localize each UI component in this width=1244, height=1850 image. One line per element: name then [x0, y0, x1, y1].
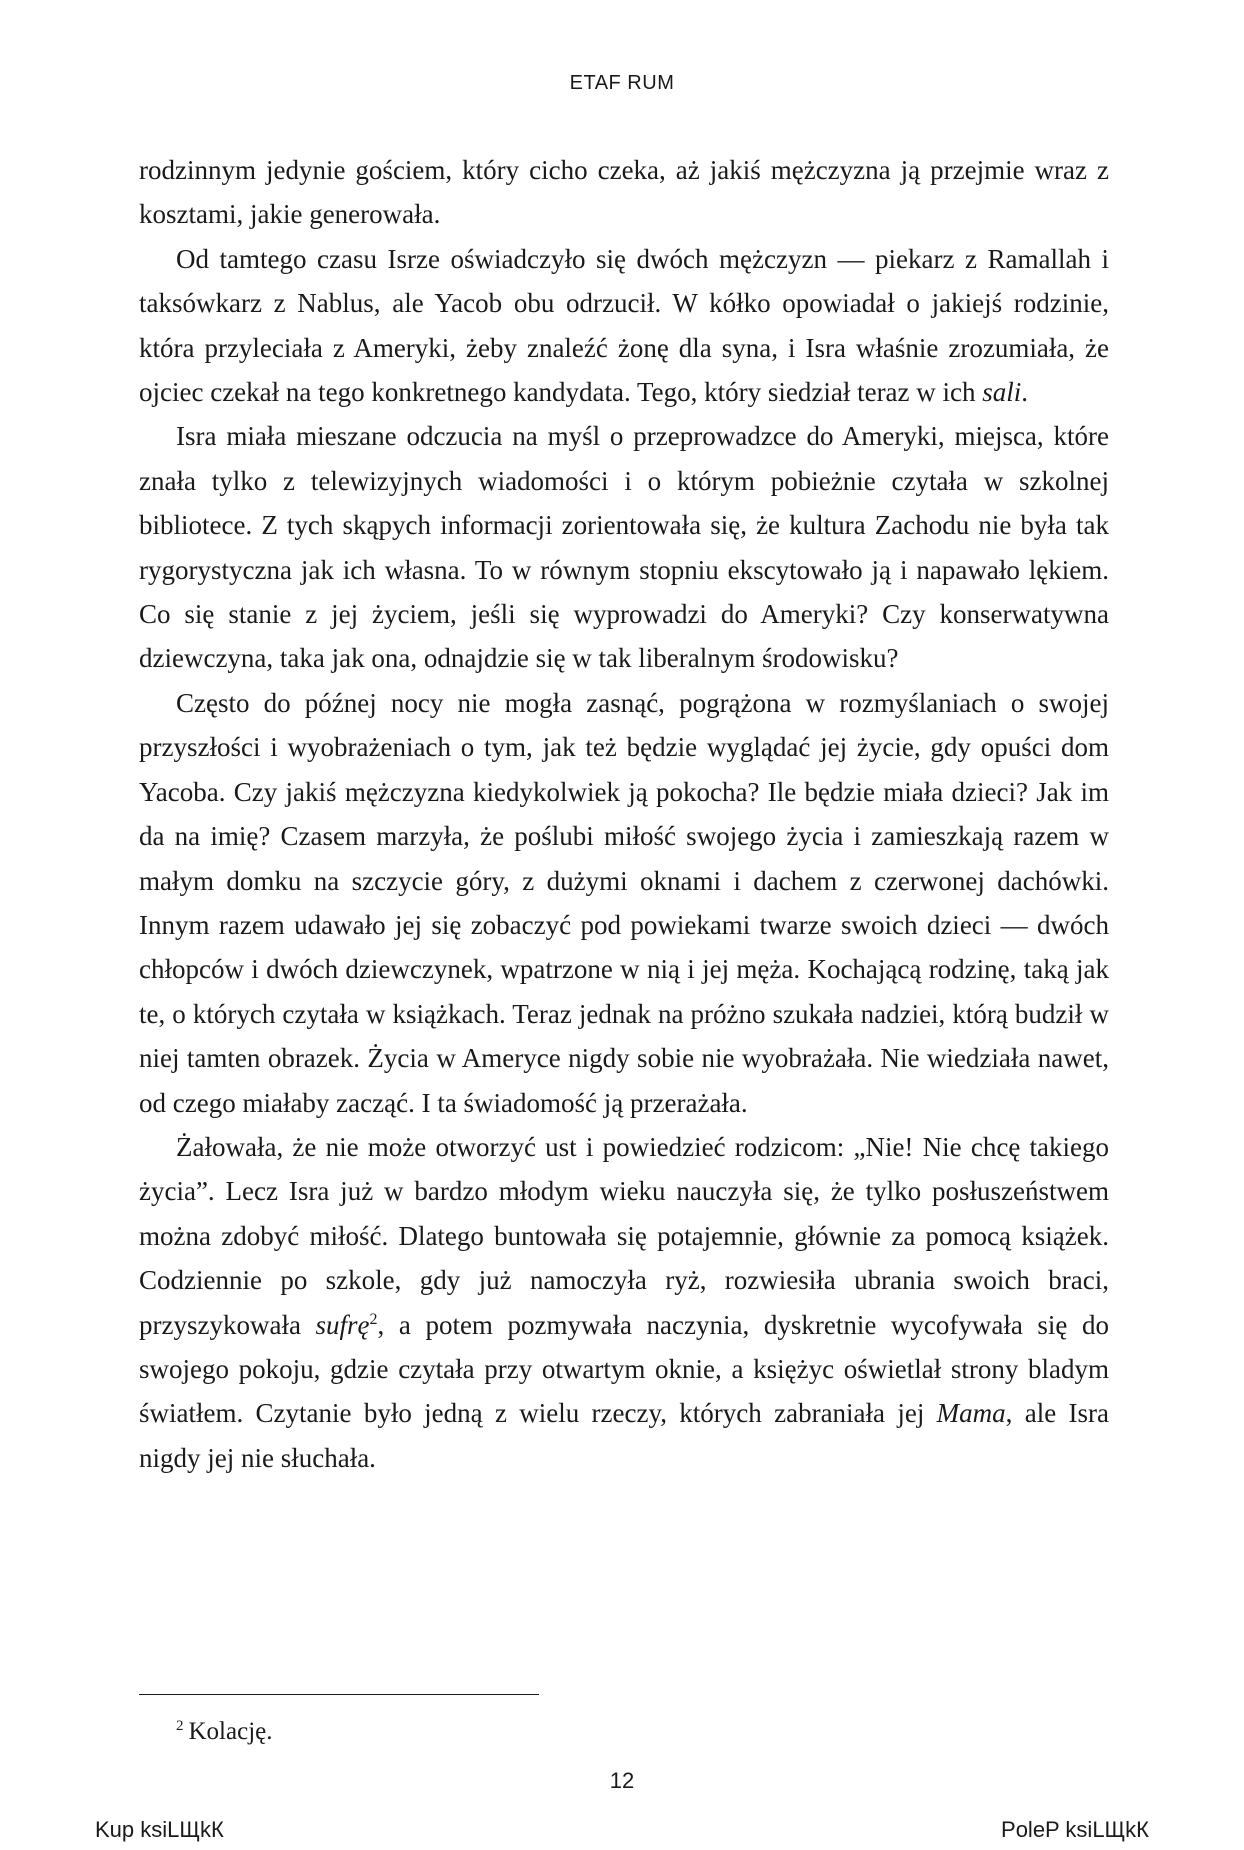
paragraph-4 — [139, 681, 1109, 1125]
recommend-book-link[interactable]: PoleP ksiLЩkК — [1001, 1817, 1149, 1842]
footnote — [176, 1718, 272, 1746]
paragraph-5-text-c: , ale Isra nigdy jej nie słuchała. — [139, 1398, 1109, 1473]
paragraph-4-text: Często do późnej nocy nie mogła zasnąć, pogrążona w rozmyślaniach o swojej przyszłości i wyobrażeniach o tym, jak też będzie wyglądać jej życie, gdy opuści dom Yacoba. Czy jakiś mężczyzna kiedykolwiek ją pokocha? Ile będzie miała dzieci? Jak im da na imię? Czasem marzyła, że poślubi miłość swojego życia i zamieszkają razem w małym domku na szczycie góry, z dużymi oknami i dachem z czerwonej dachówki. Innym razem udawało jej się zobaczyć pod powiekami twarze swoich dzieci — dwóch chłopców i dwóch dziewczynek, wpatrzone w nią i jej męża. Kochającą rodzinę, taką jak te, o których czytała w książkach. Teraz jednak na próżno szukała nadziei, którą budził w niej tamten obrazek. Życia w Ameryce nigdy sobie nie wyobrażała. Nie wiedziała nawet, od czego miałaby zacząć. I ta świadomość ją przerażała. — [139, 687, 1109, 1118]
buy-book-link[interactable]: Kup ksiLЩkК — [95, 1817, 224, 1842]
paragraph-2-text: Od tamtego czasu Isrze oświadczyło się dwóch mężczyzn — piekarz z Ramallah i taksówkarz z Nablus, ale Yacob obu odrzucił. W kółko opowiadał o jakiejś rodzinie, która przyleciała z Ameryki, żeby znaleźć żonę dla syna, i Isra właśnie zrozumiała, że ojciec czekał na tego konkretnego kandydata. Tego, który siedział teraz w ich — [139, 243, 1109, 408]
paragraph-3-text: Isra miała mieszane odczucia na myśl o przeprowadzce do Ameryki, miejsca, które znała tylko z telewizyjnych wiadomości i o którym pobieżnie czytała w szkolnej bibliotece. Z tych skąpych informacji zorientowała się, że kultura Zachodu nie była tak rygorystyczna jak ich własna. To w równym stopniu ekscytowało ją i napawało lękiem. Co się stanie z jej życiem, jeśli się wyprowadzi do Ameryki? Czy konserwatywna dziewczyna, taka jak ona, odnajdzie się w tak liberalnym środowisku? — [139, 421, 1109, 674]
footnote-text: Kolację. — [188, 1718, 273, 1745]
paragraph-3 — [139, 414, 1109, 680]
paragraph-2 — [139, 237, 1109, 415]
body-text — [139, 148, 1109, 1480]
paragraph-5-italic-mama: Mama — [936, 1398, 1006, 1429]
paragraph-5-italic-sufre: sufrę — [315, 1309, 370, 1340]
paragraph-2-italic: sali — [982, 377, 1022, 408]
footnote-reference[interactable]: 2 — [369, 1310, 378, 1328]
paragraph-5-text-b: , a potem pozmywała naczynia, dyskretnie wycofywała się do swojego pokoju, gdzie czytała przy otwartym oknie, a księżyc oświetlał strony bladym światłem. Czytanie było jedną z wielu rzeczy, których zabraniała jej — [139, 1309, 1110, 1429]
paragraph-5-text-a: Żałowała, że nie może otworzyć ust i powiedzieć rodzicom: „Nie! Nie chcę takiego życia”. Lecz Isra już w bardzo młodym wieku nauczyła się, że tylko posłuszeństwem można zdobyć miłość. Dlatego buntowała się potajemnie, głównie za pomocą książek. Codziennie po szkole, gdy już namoczyła ryż, rozwiesiła ubrania swoich braci, przyszykowała — [139, 1131, 1109, 1340]
paragraph-2-end: . — [1021, 377, 1029, 408]
paragraph-1-text: rodzinnym jedynie gościem, który cicho czeka, aż jakiś mężczyzna ją przejmie wraz z kosztami, jakie generowała. — [139, 155, 1109, 230]
paragraph-5 — [139, 1125, 1109, 1480]
paragraph-1 — [139, 148, 1109, 237]
footnote-divider — [139, 1694, 539, 1695]
page-number: 12 — [609, 1768, 635, 1793]
footnote-marker: 2 — [176, 1717, 184, 1734]
running-header: ETAF RUM — [569, 72, 675, 94]
